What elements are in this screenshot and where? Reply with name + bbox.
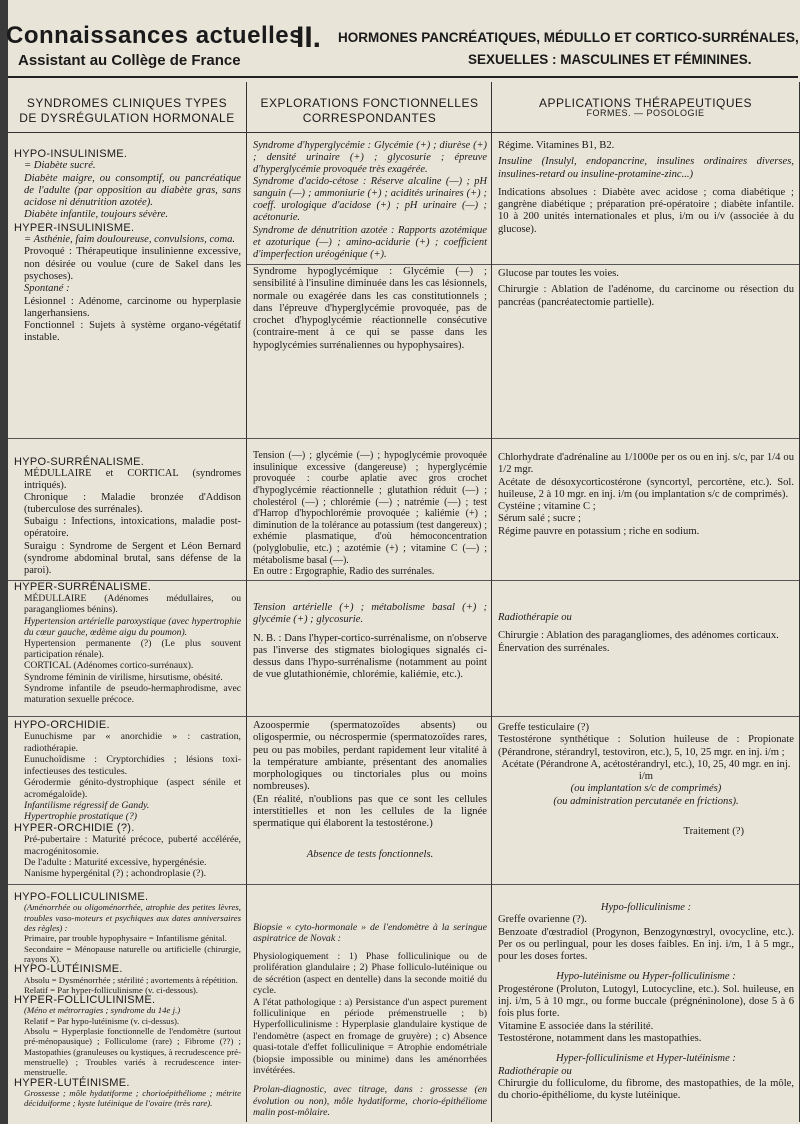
paragraph: Benzoate d'œstradiol (Progynon, Benzogynœstryl, ovocycline, etc.). Per os ou perlingual, pour les doses faibles. En inj. i/m, 1 à 5 mgr., pour les doses fortes.: [498, 926, 794, 963]
paragraph: Nanisme hypergénital (?) ; achondroplasie (?).: [24, 868, 207, 880]
paragraph: (En réalité, n'oublions pas que ce sont les cellules interstitielles et non les cellules de la lignée spermatique qui élaborent la testostérone.): [253, 793, 487, 830]
section-endometrial-biopsy: [247, 884, 492, 1122]
paragraph: Spontané :: [24, 283, 70, 295]
paragraph: Hypertension permanente (?) (Le plus souvent participation rénale).: [24, 638, 241, 661]
subheading: Hypo-folliculinisme :: [600, 902, 692, 913]
paragraph: Radiothérapie ou: [498, 1065, 572, 1077]
paragraph: Provoqué : Thérapeutique insulinienne excessive, non désirée ou voulue (cure de Sakel dans les psychoses).: [24, 246, 241, 282]
section-text: [14, 892, 241, 1109]
paragraph: Énervation des surrénales.: [498, 642, 610, 654]
heading: HYPO-FOLLICULINISME.: [14, 891, 149, 903]
paragraph: Cystéine ; vitamine C ;: [498, 501, 596, 513]
heading: HYPO-LUTÉINISME.: [14, 963, 123, 976]
paragraph: Infantilisme régressif de Gandy.: [24, 799, 150, 811]
heading: HYPER-LUTÉINISME.: [14, 1076, 130, 1089]
paragraph: Greffe testiculaire (?): [498, 722, 589, 733]
paragraph: = Diabète sucré.: [24, 160, 96, 172]
paragraph: Syndrome hypoglycémique : Glycémie (—) ; sensibilité à l'insuline diminuée dans les cas lésionnels, normale ou exagérée dans les cas constitutionnels ; dans l'épreuve d'hyperglycémie provoquée, pas de crochet d'hypoglycémie réactionnelle consécutive (contraire-ment à ce qui se passe dans les hypoglycémies surrénaliennes ou hypophysaires).: [253, 266, 487, 351]
subheading: Hyper-folliculinisme et Hyper-lutéinisme :: [556, 1053, 736, 1065]
paragraph: MÉDULLAIRE (Adénomes médullaires, ou paragangliomes bénins).: [24, 593, 241, 616]
paragraph: Eunuchoïdisme : Cryptorchidies ; lésions toxi-infectieuses des testicules.: [24, 754, 241, 777]
paragraph: Chirurgie : Ablation de l'adénome, du carcinome ou résection du pancréas (pancréatectomie partielle).: [498, 284, 794, 308]
section-orchidism: [8, 716, 246, 885]
paragraph: Syndrome infantile de pseudo-hermaphrodisme, avec maturation sexuelle précoce.: [24, 682, 241, 706]
paragraph: Hypertension artérielle paroxystique (avec hypertrophie du cœur gauche, œdème aigu du poumon).: [24, 615, 241, 638]
paragraph: Sérum salé ; sucre ;: [498, 513, 581, 525]
paragraph: Absence de tests fonctionnels.: [306, 848, 434, 860]
paragraph: Régime. Vitamines B1, B2.: [498, 140, 615, 151]
paragraph: Progestérone (Proluton, Lutogyl, Lutocycline, etc.). Sol. huileuse, en inj. i/m, 5 à 10 mgr., ou forme buccale (prégnéninolone), dose 5 à 6 fois plus forte.: [498, 983, 794, 1020]
running-subtitle: Assistant au Collège de France: [18, 52, 241, 69]
column-therapeutic-applications: [491, 82, 800, 1122]
section-text: [498, 268, 794, 309]
paragraph: A l'état pathologique : a) Persistance d'un aspect purement folliculinique en période prémenstruelle ; b) Hyperfolliculinisme : Hyperplasie glandulaire kystique de l'endomètre (aspect en fromage de gruyère) ; c) Absence quasi-totale d'effet folliculinique = Atrophie endométriale (biopsie impossible ou minime) dans les aménorrhées invétérées.: [253, 996, 487, 1077]
section-hypo-surrenalism: [8, 438, 246, 581]
column-heading: [247, 82, 492, 133]
section-text: [253, 450, 487, 578]
paragraph: Glucose par toutes les voies.: [498, 268, 619, 279]
section-adrenal-surgery: [492, 580, 799, 717]
paragraph: Relatif = Par hyper-folliculinisme (v. ci-dessous).: [24, 984, 199, 995]
heading: HYPER-FOLLICULINISME.: [14, 994, 156, 1007]
section-folliculinism: [8, 884, 246, 1122]
paragraph: Syndrome féminin de virilisme, hirsutisme, obésité.: [24, 671, 223, 683]
paragraph: Fonctionnel : Sujets à système organo-végétatif instable.: [24, 320, 241, 344]
paragraph: Absolu = Hyperplasie fonctionnelle de l'endomètre (surtout pré-ménopausique) ; Folliculome (rare) ; Fibrome (??) ; Mastopathies (granuleuses ou kystiques, à recrudescence pré-menstruelle) ; Troubles variés à recrudescence inter-menstruelle.: [24, 1026, 241, 1078]
paragraph: MÉDULLAIRE et CORTICAL (syndromes intriqués).: [24, 468, 241, 492]
paragraph: Tension (—) ; glycémie (—) ; hypoglycémie provoquée insulinique excessive (dangereuse) ; hyperglycémie provoquée : courbe aplatie avec gros crochet d'hypoglycémie réactionnelle ; glutathion réduit (—) ; cholestérol (—) ; chlorémie (—) ; natrémie (—) ; test d'Harrop d'hypochlorémie provoquée ; kaliémie (+) ; diminution de la tolérance au potassium (test dangereux) ; exhémie plasmatique, d'où hémoconcentration (polyglobulie, etc.) ; azotémie (+) ; vitamine C (—) ; métabolisme basal (—).: [253, 450, 487, 566]
paragraph: = Asthénie, faim douloureuse, convulsions, coma.: [24, 234, 236, 246]
section-hyper-surrenal-tests: [247, 580, 492, 717]
heading: HYPER-SURRÉNALISME.: [14, 581, 152, 593]
paragraph: Biopsie « cyto-hormonale » de l'endomètre à la seringue aspiratrice de Novak :: [253, 922, 487, 945]
paragraph: Secondaire = Ménopause naturelle ou artificielle (chirurgie, rayons X).: [24, 943, 241, 964]
section-text: [253, 720, 487, 861]
section-ovarian-hormones: [492, 884, 799, 1122]
section-text: [253, 602, 487, 682]
paragraph: Diabète infantile, toujours sévère.: [24, 209, 169, 221]
paragraph: Indications absolues : Diabète avec acidose ; coma diabétique ; gangrène diabétique ; préparation pré-opératoire ; diabète infantile. 10 à 200 unités internationales et plus, i/m ou i/v (associée à du glucose).: [498, 186, 794, 235]
paragraph: Testostérone synthétique : Solution huileuse de : Propionate (Pérandrone, stérandryl, testoviron, etc.), 5, 10, 25 mgr. en inj. i/m ;: [498, 734, 794, 758]
paragraph: Acétate (Pérandrone A, acétostérandryl, etc.), 10, 25, 40 mgr. en inj. i/m: [501, 758, 791, 783]
section-text: [253, 140, 487, 261]
paragraph: Syndrome d'hyperglycémie : Glycémie (+) ; diurèse (+) ; densité urinaire (+) ; glycosurie ; épreuve d'hyperglycémie provoquée très exagérée.: [253, 140, 487, 176]
paragraph: Azoospermie (spermatozoïdes absents) ou oligospermie, ou nécrospermie (spermatozoïdes rares, peu ou pas mobiles, perdant rapidement leur vitalité à la température ambiante, présentant des anomalies morphologiques ou tinctoriales plus ou moins nombreuses).: [253, 720, 487, 793]
paragraph: Subaigu : Infections, intoxications, maladie post-opératoire.: [24, 516, 241, 540]
paragraph: De l'adulte : Maturité excessive, hypergénésie.: [24, 857, 207, 869]
section-text: [14, 582, 241, 705]
paragraph: Vitamine E associée dans la stérilité.: [498, 1020, 654, 1032]
paragraph: Absolu = Dysménorrhée ; stérilité ; avortements à répétition.: [24, 974, 238, 985]
section-text: [498, 612, 794, 655]
heading: HYPO-ORCHIDIE.: [14, 719, 110, 731]
paragraph: Diabète maigre, ou consomptif, ou pancréatique de l'adulte (par opposition au diabète gras, sans acidose ni dénutrition azotée).: [24, 172, 241, 209]
heading: HYPER-ORCHIDIE (?).: [14, 821, 135, 834]
paragraph: Radiothérapie ou: [498, 612, 572, 623]
column-heading: [492, 82, 799, 133]
paragraph: Gérodermie génito-dystrophique (aspect sénile et acromégaloïde).: [24, 777, 241, 800]
section-text: [253, 922, 487, 1119]
section-text: [498, 452, 794, 538]
chapter-title-line-1: HORMONES PANCRÉATIQUES, MÉDULLO ET CORTICO-SURRÉNALES,: [338, 30, 799, 45]
column-heading-line: SYNDROMES CLINIQUES TYPES: [26, 96, 228, 110]
section-testosterone: [492, 716, 799, 885]
paragraph: Relatif = Par hypo-lutéinisme (v. ci-dessus).: [24, 1015, 180, 1026]
paragraph: Testostérone, notamment dans les mastopathies.: [498, 1032, 702, 1044]
column-functional-explorations: [246, 82, 492, 1122]
column-heading-line: DE DYSRÉGULATION HORMONALE: [19, 111, 235, 125]
section-text: [253, 266, 487, 352]
section-hypoglycemia: [247, 264, 492, 439]
paragraph: Hypertrophie prostatique (?): [24, 811, 138, 823]
paragraph: (ou implantation s/c de comprimés): [570, 783, 722, 795]
section-text: [14, 148, 241, 345]
paragraph: Syndrome d'acido-cétose : Réserve alcaline (—) ; pH sanguin (—) ; ammoniurie (+) ; acidités urinaires (+) ; coeff. urologique d'acidose (+) ; pH urinaire (—) ; acétonurie.: [253, 176, 487, 224]
section-text: [14, 720, 241, 880]
subheading: Hypo-lutéinisme ou Hyper-folliculinisme :: [556, 971, 736, 983]
paragraph: CORTICAL (Adénomes cortico-surrénaux).: [24, 660, 194, 672]
paragraph: (Méno et métrorragies ; syndrome du 14e j.): [24, 1005, 181, 1016]
paragraph: (ou administration percutanée en frictions).: [553, 795, 739, 807]
paragraph: Chronique : Maladie bronzée d'Addison (tuberculose des surrénales).: [24, 492, 241, 516]
paragraph: Chirurgie du folliculome, du fibrome, des mastopathies, de la môle, du chorio-épithéliome, du kyste lutéinique.: [498, 1077, 794, 1102]
paragraph: Eunuchisme par « anorchidie » : castration, radiothérapie.: [24, 731, 241, 754]
column-clinical-syndromes: [8, 82, 246, 1122]
column-heading-line: EXPLORATIONS FONCTIONNELLES: [260, 96, 479, 110]
paragraph: Primaire, par trouble hypophysaire = Infantilisme génital.: [24, 933, 227, 944]
paragraph: Chirurgie : Ablation des paragangliomes, des adénomes corticaux.: [498, 630, 779, 642]
chapter-number: II.: [296, 21, 322, 54]
column-heading-line: CORRESPONDANTES: [302, 111, 437, 125]
heading: HYPO-INSULINISME.: [14, 148, 128, 160]
section-text: [498, 902, 794, 1102]
paragraph: En outre : Ergographie, Radio des surrénales.: [253, 566, 435, 578]
column-heading-line: APPLICATIONS THÉRAPEUTIQUES: [538, 96, 753, 110]
running-title: Connaissances actuelles: [6, 22, 303, 49]
paragraph: Suraigu : Syndrome de Sergent et Léon Bernard (syndrome abdominal brutal, sans défense de la paroi).: [24, 540, 241, 576]
paragraph: Physiologiquement : 1) Phase folliculinique ou de prolifération glandulaire ; 2) Phase folliculo-lutéinique ou de sécrétion (aspect en dentelle) dans la seconde moitié du cycle.: [253, 950, 487, 997]
paragraph: Régime pauvre en potassium ; riche en sodium.: [498, 525, 700, 537]
section-text: [498, 722, 794, 838]
chapter-title-line-2: SEXUELLES : MASCULINES ET FÉMININES.: [468, 52, 752, 67]
section-spermogram: [247, 716, 492, 885]
header-rule: [8, 76, 798, 78]
paragraph: Prolan-diagnostic, avec titrage, dans : grossesse (en évolution ou non), môle hydatiforme, chorio-épithéliome malin post-môlaire.: [253, 1084, 487, 1119]
column-heading-line: FORMES. — POSOLOGIE: [586, 108, 705, 118]
paragraph: Tension artérielle (+) ; métabolisme basal (+) ; glycémie (+) ; glycosurie.: [253, 602, 487, 626]
section-hyperglycemia: [247, 134, 492, 265]
section-glucose-surgery: [492, 264, 799, 439]
section-text: [498, 140, 794, 236]
column-heading: [8, 82, 246, 133]
paragraph: Syndrome de dénutrition azotée : Rapports azotémique et azoturique (—) ; amino-acidurie (+) ; coefficient d'imperfection uréogénique (+).: [253, 224, 487, 260]
paragraph: Acétate de désoxycorticostérone (syncortyl, percortène, etc.). Sol. huileuse, 2 à 10 mgr. en inj. i/m (ou implantation s/c de comprimés).: [498, 476, 794, 500]
section-hyper-surrenalism: [8, 580, 246, 717]
heading: HYPO-SURRÉNALISME.: [14, 456, 145, 468]
section-hypo-surrenal-tests: [247, 438, 492, 581]
paragraph: Traitement (?): [683, 826, 744, 838]
paragraph: Insuline (Insulyl, endopancrine, insulines ordinaires diverses, insulines-retard ou insuline-protamine-zinc...): [498, 156, 794, 180]
paragraph: (Aménorrhée ou oligoménorrhée, atrophie des petites lèvres, troubles vaso-moteurs et psychiques aux dates anniversaires des règles) :: [24, 902, 241, 933]
heading: HYPER-INSULINISME.: [14, 221, 135, 234]
paragraph: Grossesse ; môle hydatiforme ; chorioépithéliome ; métrite déciduiforme ; kyste lutéinique de l'ovaire (très rare).: [24, 1087, 241, 1109]
paragraph: Pré-pubertaire : Maturité précoce, puberté accélérée, macrogénitosomie.: [24, 834, 241, 857]
paragraph: Chlorhydrate d'adrénaline au 1/1000e per os ou en inj. s/c, par 1/4 ou 1/2 mgr.: [498, 452, 794, 476]
section-insulin-therapy: [492, 134, 799, 265]
section-text: [14, 456, 241, 577]
paragraph: Greffe ovarienne (?).: [498, 914, 587, 926]
paragraph: N. B. : Dans l'hyper-cortico-surrénalisme, on n'observe pas l'inverse des stigmates biologiques signalés ci-dessus dans l'hypo-surrénalisme (notamment au point de vue glutathionémie, chlorémie, kaliémie, etc.).: [253, 632, 487, 681]
page-spine: [0, 0, 8, 1124]
section-adrenal-therapy: [492, 438, 799, 581]
section-insulinism: [8, 134, 246, 439]
page-header: [0, 0, 800, 78]
paragraph: Lésionnel : Adénome, carcinome ou hyperplasie langerhansiens.: [24, 295, 241, 319]
